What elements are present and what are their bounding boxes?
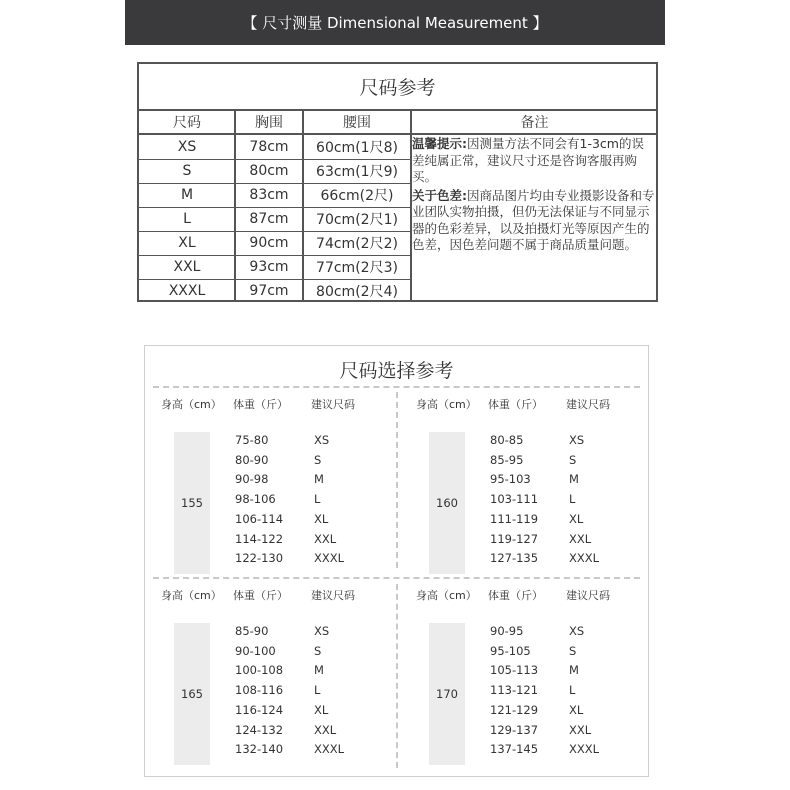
suggested-size: XXXL (314, 742, 345, 757)
suggested-size: XXL (569, 722, 592, 737)
color-note (412, 188, 656, 254)
suggested-size: XL (569, 511, 584, 526)
weight-range: 80-85 (490, 433, 524, 447)
size-header: 建议尺码 (311, 398, 355, 411)
size-row (139, 159, 411, 184)
reference-row (153, 624, 403, 644)
reference-row (408, 742, 658, 762)
warm-tip-text: 因测量方法不同会有1-3cm的误差纯属正常，建议尺寸还是咨询客服再购买。 (412, 136, 644, 184)
header-notes: 备注 (520, 115, 549, 131)
cell-waist: 70cm(2尺1) (316, 212, 398, 228)
cell-chest: 97cm (249, 283, 289, 299)
suggested-size: S (569, 643, 577, 658)
suggested-size: XL (314, 702, 329, 717)
size-header: 建议尺码 (566, 589, 610, 602)
cell-size: XXXL (168, 283, 206, 299)
size-row (139, 255, 411, 280)
cell-chest: 78cm (249, 139, 289, 155)
warm-tip (412, 136, 656, 186)
color-note-label: 关于色差: (412, 187, 467, 203)
cell-waist: 60cm(1尺8) (316, 140, 398, 156)
reference-row (153, 472, 403, 492)
weight-header: 体重（斤） (233, 398, 288, 411)
reference-row (153, 512, 403, 532)
reference-row (408, 683, 658, 703)
suggested-size: XXL (569, 531, 592, 546)
cell-waist: 63cm(1尺9) (316, 164, 398, 180)
weight-range: 137-145 (490, 742, 539, 757)
cell-size: L (183, 211, 191, 227)
weight-range: 119-127 (490, 531, 539, 546)
height-value: 160 (429, 432, 465, 574)
weight-range: 111-119 (490, 511, 539, 526)
reference-title: 尺码选择参考 (339, 360, 454, 382)
reference-row (408, 723, 658, 743)
cell-chest: 93cm (249, 259, 289, 275)
reference-row (153, 644, 403, 664)
height-value: 155 (174, 432, 210, 574)
reference-row (408, 453, 658, 473)
weight-range: 90-95 (490, 624, 524, 638)
cell-size: M (180, 187, 194, 203)
header-size: 尺码 (173, 115, 201, 131)
reference-row (153, 492, 403, 512)
suggested-size: XS (569, 624, 585, 638)
color-note-text: 因商品图片均由专业摄影设备和专业团队实物拍摄，但仍无法保证与不同显示器的色彩差异，以及拍摄灯光等原因产生的色差，因色差问题不属于商品质量问题。 (412, 187, 655, 252)
reference-row (153, 433, 403, 453)
reference-row (153, 551, 403, 571)
weight-range: 108-116 (235, 683, 284, 698)
height-header: 身高（cm） (416, 589, 477, 602)
weight-range: 129-137 (490, 722, 539, 737)
suggested-size: XXXL (314, 551, 345, 566)
reference-row (153, 663, 403, 683)
weight-range: 106-114 (235, 511, 284, 526)
weight-range: 114-122 (235, 531, 284, 546)
suggested-size: S (314, 643, 322, 658)
reference-row (408, 624, 658, 644)
reference-row (408, 663, 658, 683)
cell-waist: 66cm(2尺) (320, 188, 394, 204)
size-chart-title: 尺码参考 (139, 64, 656, 111)
reference-row (408, 532, 658, 552)
reference-row (153, 532, 403, 552)
cell-size: XL (178, 235, 196, 251)
weight-range: 85-95 (490, 452, 524, 467)
reference-row (408, 551, 658, 571)
weight-range: 98-106 (235, 492, 276, 507)
suggested-size: XXL (314, 531, 337, 546)
size-header: 建议尺码 (311, 589, 355, 602)
cell-size: S (182, 163, 192, 179)
cell-size: XXL (173, 259, 201, 275)
height-header: 身高（cm） (416, 398, 477, 411)
suggested-size: L (569, 683, 576, 698)
reference-row (153, 703, 403, 723)
weight-range: 122-130 (235, 551, 284, 566)
cell-waist: 80cm(2尺4) (316, 284, 398, 300)
suggested-size: M (569, 663, 579, 678)
weight-range: 132-140 (235, 742, 284, 757)
section-banner: 【 尺寸测量 Dimensional Measurement 】 (125, 0, 665, 45)
suggested-size: XS (314, 433, 330, 447)
suggested-size: XXXL (569, 742, 600, 757)
suggested-size: M (569, 472, 579, 487)
suggested-size: S (314, 452, 322, 467)
notes-cell (412, 136, 656, 254)
suggested-size: L (314, 492, 321, 507)
weight-range: 85-90 (235, 624, 269, 638)
suggested-size: XS (314, 624, 330, 638)
reference-group-155 (153, 396, 403, 581)
size-chart-table (137, 62, 658, 302)
weight-range: 105-113 (490, 663, 539, 678)
weight-range: 90-100 (235, 643, 276, 658)
size-row (139, 183, 411, 208)
reference-row (153, 742, 403, 762)
weight-range: 103-111 (490, 492, 539, 507)
size-row (139, 231, 411, 256)
height-value: 170 (429, 623, 465, 765)
weight-header: 体重（斤） (488, 589, 543, 602)
suggested-size: L (314, 683, 321, 698)
weight-range: 124-132 (235, 722, 284, 737)
reference-row (153, 683, 403, 703)
weight-range: 95-105 (490, 643, 531, 658)
divider (153, 386, 640, 388)
suggested-size: M (314, 472, 324, 487)
suggested-size: XXL (314, 722, 337, 737)
size-selection-reference (144, 345, 649, 777)
weight-range: 127-135 (490, 551, 539, 566)
cell-waist: 77cm(2尺3) (316, 260, 398, 276)
cell-chest: 83cm (249, 187, 289, 203)
weight-range: 116-124 (235, 702, 284, 717)
weight-range: 80-90 (235, 452, 269, 467)
reference-row (153, 723, 403, 743)
cell-waist: 74cm(2尺2) (316, 236, 398, 252)
header-waist: 腰围 (343, 115, 371, 131)
height-header: 身高（cm） (161, 589, 222, 602)
weight-header: 体重（斤） (488, 398, 543, 411)
suggested-size: XS (569, 433, 585, 447)
suggested-size: XXXL (569, 551, 600, 566)
reference-row (408, 472, 658, 492)
cell-chest: 90cm (249, 235, 289, 251)
suggested-size: S (569, 452, 577, 467)
reference-group-160 (408, 396, 658, 581)
weight-range: 95-103 (490, 472, 531, 487)
suggested-size: L (569, 492, 576, 507)
weight-header: 体重（斤） (233, 589, 288, 602)
suggested-size: XL (314, 511, 329, 526)
reference-row (408, 644, 658, 664)
suggested-size: M (314, 663, 324, 678)
reference-row (153, 453, 403, 473)
reference-row (408, 492, 658, 512)
cell-size: XS (177, 139, 197, 155)
cell-chest: 87cm (249, 211, 289, 227)
reference-group-170 (408, 587, 658, 772)
size-row (139, 279, 411, 303)
weight-range: 75-80 (235, 433, 269, 447)
height-header: 身高（cm） (161, 398, 222, 411)
reference-row (408, 512, 658, 532)
cell-chest: 80cm (249, 163, 289, 179)
warm-tip-label: 温馨提示: (412, 136, 467, 151)
header-chest: 胸围 (255, 115, 283, 131)
reference-group-165 (153, 587, 403, 772)
reference-row (408, 433, 658, 453)
suggested-size: XL (569, 702, 584, 717)
size-row (139, 207, 411, 232)
size-chart-header (139, 111, 656, 135)
size-row (139, 135, 411, 160)
weight-range: 90-98 (235, 472, 269, 487)
size-header: 建议尺码 (566, 398, 610, 411)
height-value: 165 (174, 623, 210, 765)
weight-range: 100-108 (235, 663, 284, 678)
weight-range: 113-121 (490, 683, 539, 698)
reference-row (408, 703, 658, 723)
weight-range: 121-129 (490, 702, 539, 717)
